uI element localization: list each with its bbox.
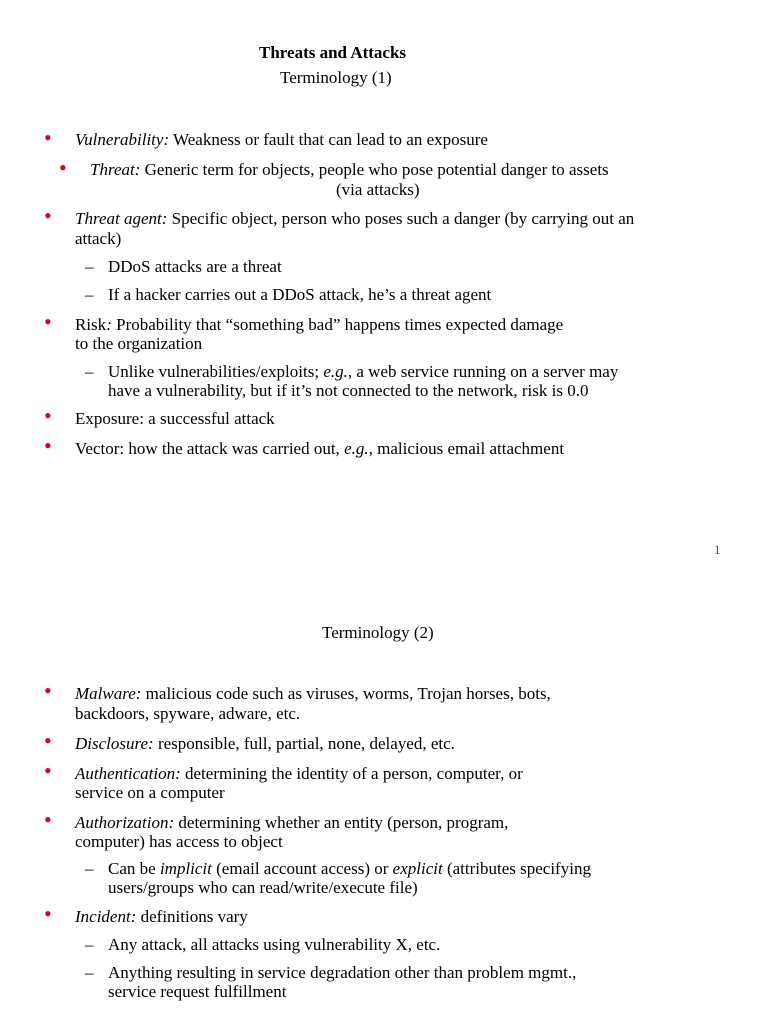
bullet-marker: •: [44, 678, 52, 703]
list-item-threat-agent-cont: attack): [75, 229, 122, 248]
dash-marker: –: [85, 935, 94, 954]
list-item-authorization: [75, 813, 508, 832]
list-item-disclosure: [75, 734, 455, 753]
slide1-subheading: Terminology (1): [280, 68, 392, 87]
bullet-marker: •: [44, 125, 52, 150]
bullet-marker: •: [44, 901, 52, 926]
sub-item-threat-agent-example: If a hacker carries out a DDoS attack, he’s a threat agent: [108, 285, 492, 304]
bullet-marker: •: [44, 433, 52, 458]
dash-marker: –: [85, 859, 94, 878]
list-item-authentication-cont: service on a computer: [75, 783, 225, 802]
dash-marker: –: [85, 362, 94, 381]
list-item-vulnerability: [75, 130, 488, 149]
sub-item-incident-attack: Any attack, all attacks using vulnerability X, etc.: [108, 935, 441, 954]
list-item-incident: [75, 907, 248, 926]
definition: determining whether an entity (person, program,: [174, 813, 509, 832]
text: (email account access) or: [211, 859, 393, 878]
slide1-heading: Threats and Attacks: [259, 43, 407, 62]
term: Threat:: [90, 160, 141, 179]
sub-item-incident-degradation-cont: service request fulfillment: [108, 982, 287, 1001]
sub-item-incident-degradation: Anything resulting in service degradation other than problem mgmt.,: [108, 963, 577, 982]
bullet-marker: •: [44, 203, 52, 228]
term: Incident:: [75, 907, 137, 926]
sub-item-implicit-explicit-cont: users/groups who can read/write/execute file): [108, 878, 418, 897]
sub-item-ddos-threat: DDoS attacks are a threat: [108, 257, 282, 276]
text: Unlike vulnerabilities/exploits;: [108, 362, 324, 381]
dash-marker: –: [85, 257, 94, 276]
text: , malicious email attachment: [368, 439, 565, 458]
list-item-authentication: [75, 764, 523, 783]
text: Can be: [108, 859, 160, 878]
text: Vector: how the attack was carried out,: [75, 439, 345, 458]
definition: Weakness or fault that can lead to an exposure: [169, 130, 488, 149]
definition: Probability that “something bad” happens times expected damage: [111, 315, 564, 334]
definition: Generic term for objects, people who pose potential danger to assets: [140, 160, 609, 179]
bullet-marker: •: [44, 309, 52, 334]
text: (attributes specifying: [442, 859, 591, 878]
text: , a web service running on a server may: [347, 362, 619, 381]
definition: malicious code such as viruses, worms, Trojan horses, bots,: [141, 684, 551, 703]
dash-marker: –: [85, 285, 94, 304]
definition: determining the identity of a person, computer, or: [180, 764, 523, 783]
term: Authentication:: [75, 764, 181, 783]
term-colon: :: [106, 315, 112, 334]
term: Threat agent:: [75, 209, 168, 228]
list-item-malware-cont: backdoors, spyware, adware, etc.: [75, 704, 301, 723]
emphasis: explicit: [392, 859, 443, 878]
list-item-threat-agent: [75, 209, 634, 228]
list-item-vector: [75, 439, 564, 458]
term: Vulnerability:: [75, 130, 170, 149]
term: Malware:: [75, 684, 142, 703]
bullet-marker: •: [59, 155, 67, 180]
list-item-risk: [75, 315, 563, 334]
term: Risk: [75, 315, 107, 334]
definition: responsible, full, partial, none, delayed, etc.: [153, 734, 455, 753]
slide2-subheading: Terminology (2): [322, 623, 434, 642]
definition: Specific object, person who poses such a danger (by carrying out an: [167, 209, 635, 228]
sub-item-risk-example: [108, 362, 618, 381]
term: Authorization:: [75, 813, 175, 832]
list-item-exposure: Exposure: a successful attack: [75, 409, 275, 428]
term: Disclosure:: [75, 734, 154, 753]
bullet-marker: •: [44, 403, 52, 428]
sub-item-implicit-explicit: [108, 859, 591, 878]
abbrev-eg: e.g.: [344, 439, 369, 458]
page-number: 1: [714, 542, 721, 557]
list-item-risk-cont: to the organization: [75, 334, 203, 353]
abbrev-eg: e.g.: [323, 362, 348, 381]
sub-item-risk-example-cont: have a vulnerability, but if it’s not connected to the network, risk is 0.0: [108, 381, 589, 400]
emphasis: implicit: [159, 859, 212, 878]
bullet-marker: •: [44, 728, 52, 753]
dash-marker: –: [85, 963, 94, 982]
list-item-threat: [90, 160, 609, 179]
bullet-marker: •: [44, 807, 52, 832]
definition: definitions vary: [136, 907, 248, 926]
list-item-threat-cont: (via attacks): [336, 180, 420, 199]
bullet-marker: •: [44, 758, 52, 783]
list-item-authorization-cont: computer) has access to object: [75, 832, 283, 851]
list-item-malware: [75, 684, 551, 703]
